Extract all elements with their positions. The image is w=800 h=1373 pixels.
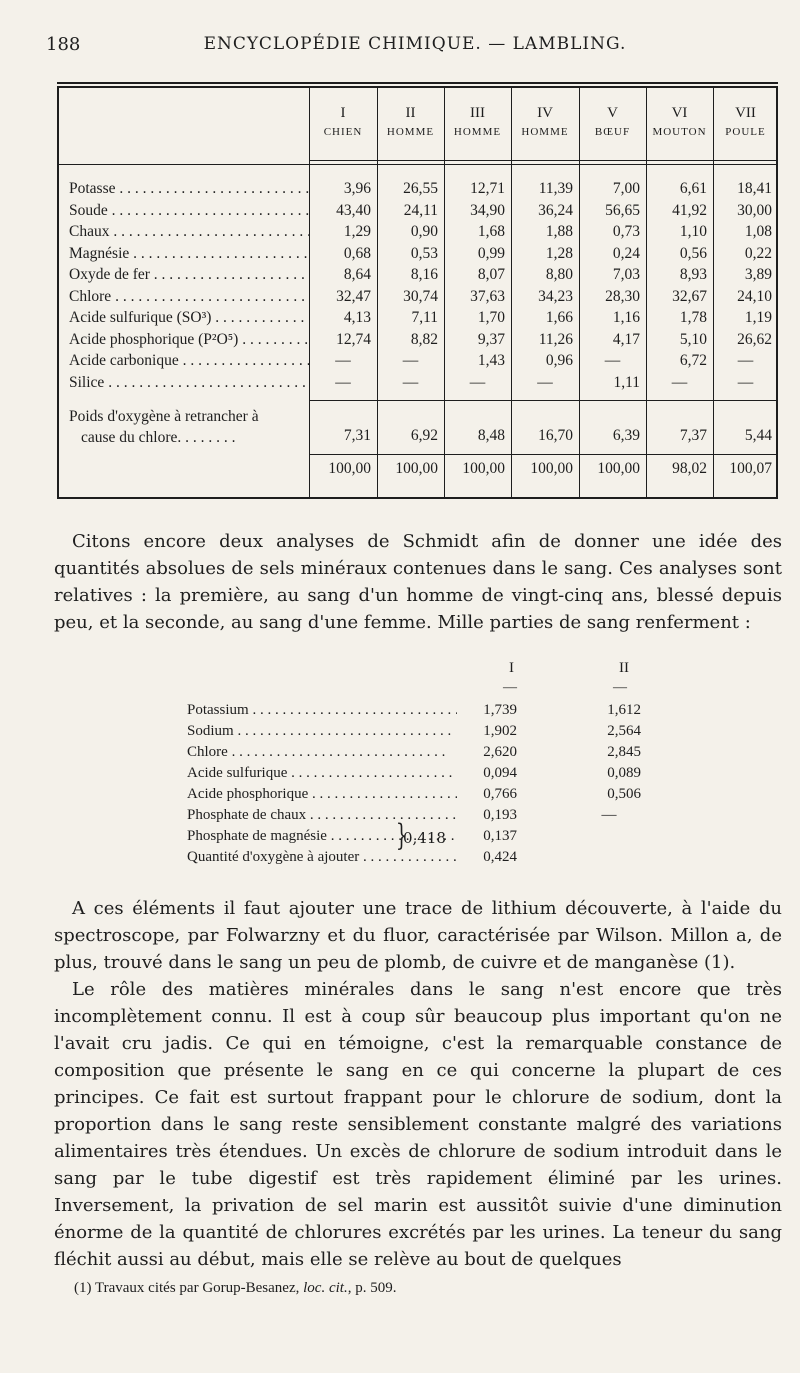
- table-cell: 12,71: [470, 180, 505, 197]
- table-cell: 56,65: [605, 201, 640, 219]
- table-cell: 1,08: [744, 223, 772, 240]
- table-cell: 5,44: [744, 427, 772, 444]
- table-cell: 4,17: [612, 330, 640, 348]
- column-number: III: [470, 105, 485, 121]
- table-row: [59, 309, 780, 331]
- table-cell: —: [469, 373, 486, 391]
- row-label: Magnésie . . .: [69, 245, 309, 263]
- column-number: V: [607, 105, 618, 121]
- running-title: ENCYCLOPÉDIE CHIMIQUE. — LAMBLING.: [203, 34, 627, 54]
- column-number: IV: [537, 105, 553, 121]
- column-header: II: [619, 660, 629, 676]
- row-label: Acide sulfurique (SO³) . . .: [69, 309, 309, 327]
- column-header: I: [509, 660, 514, 676]
- table-row: [187, 807, 667, 828]
- column-name: CHIEN: [323, 126, 363, 138]
- column-name: HOMME: [453, 126, 502, 138]
- table-cell: 1,11: [613, 373, 640, 391]
- table-cell: 30,74: [403, 287, 438, 305]
- paragraph-text: Citons encore deux analyses de Schmidt afin de donner une idée des quantités absolues de sels minéraux contenues dans le sang. Ces analyses sont relatives : la première, au sang d'un homme de vingt-cinq ans, blessé depuis peu, et la seconde, au sang d'une femme. Mille parties de sang renferment :: [54, 531, 782, 633]
- row-label: Potassium . . .: [187, 702, 457, 719]
- table-cell: 34,90: [470, 201, 505, 219]
- table-row: [59, 352, 780, 374]
- table-cell: 1,66: [545, 309, 573, 326]
- table-cell: 24,11: [403, 201, 438, 219]
- row-label: Oxyde de fer . . .: [69, 266, 309, 284]
- table-cell: 6,61: [679, 180, 707, 197]
- header-rule: [309, 160, 776, 161]
- table-cell: 8,48: [477, 427, 505, 444]
- table-cell: 9,37: [477, 330, 505, 348]
- table-cell: 18,41: [737, 180, 772, 197]
- table-cell: —: [737, 352, 754, 369]
- column-header: [511, 88, 579, 140]
- table-row: [59, 180, 780, 202]
- table-row: [59, 245, 780, 267]
- table-cell: 5,10: [679, 330, 707, 348]
- table-cell: 1,10: [679, 223, 707, 240]
- total-cell: 100,00: [462, 460, 505, 477]
- table-row: [187, 849, 667, 870]
- table-cell: 11,39: [538, 180, 573, 197]
- paragraph-role-minerals: [54, 976, 782, 1273]
- section-rule: [309, 400, 776, 401]
- table-row: [187, 723, 667, 744]
- table-cell: 26,55: [403, 180, 438, 197]
- table-cell: 0,68: [343, 244, 371, 262]
- value-col-1: 1,739: [483, 702, 517, 718]
- table-cell: 12,74: [336, 330, 371, 348]
- table-cell: 11,26: [538, 330, 573, 348]
- table-cell: 32,67: [672, 287, 707, 305]
- total-cell: 100,00: [530, 460, 573, 477]
- table-cell: 8,64: [343, 266, 371, 283]
- table-cell: 1,43: [477, 352, 505, 369]
- table-cell: 7,03: [612, 266, 640, 283]
- footnote-text: Travaux cités par Gorup-Besanez,: [94, 1280, 300, 1296]
- column-name: MOUTON: [652, 126, 707, 138]
- brace-symbol: }: [395, 818, 408, 853]
- poids-row: [59, 427, 780, 449]
- column-header: [579, 88, 646, 140]
- total-cell: 100,00: [597, 460, 640, 477]
- table-cell: 37,63: [470, 287, 505, 305]
- value-col-2: 1,612: [607, 702, 641, 718]
- table-cell: 0,96: [545, 352, 573, 369]
- total-cell: 100,00: [395, 460, 438, 477]
- table-cell: 0,24: [612, 244, 640, 262]
- table-cell: 30,00: [737, 201, 772, 219]
- table-cell: 24,10: [737, 287, 772, 305]
- totals-row: [59, 460, 780, 482]
- table-cell: 0,90: [410, 223, 438, 240]
- table-cell: 1,28: [545, 244, 573, 262]
- value-col-2: —: [601, 807, 617, 823]
- row-label: Silice . . .: [69, 374, 309, 392]
- column-number: II: [405, 105, 416, 121]
- column-header: [713, 88, 778, 140]
- header-dash: —: [503, 680, 517, 695]
- column-name: HOMME: [521, 126, 569, 138]
- column-header: [377, 88, 444, 140]
- column-name: POULE: [725, 126, 766, 138]
- table-cell: 8,16: [410, 266, 438, 283]
- table-cell: 0,22: [744, 244, 772, 262]
- table-cell: 0,53: [410, 244, 438, 262]
- table-row: [59, 223, 780, 245]
- table-cell: —: [402, 352, 419, 369]
- value-col-1: 2,620: [483, 744, 517, 760]
- table-row: [187, 786, 667, 807]
- table-cell: 26,62: [737, 330, 772, 348]
- table-cell: 34,23: [538, 287, 573, 305]
- table-cell: 6,39: [612, 427, 640, 444]
- table-cell: 0,99: [477, 244, 505, 262]
- table-row: [59, 266, 780, 288]
- table-cell: 43,40: [336, 201, 371, 219]
- paragraph-schmidt-intro: [54, 528, 782, 636]
- table-cell: 1,70: [477, 309, 505, 326]
- table-cell: —: [671, 373, 688, 391]
- total-cell: 100,00: [328, 460, 371, 477]
- value-col-1: 0,094: [483, 765, 517, 781]
- table-row: [59, 374, 780, 396]
- table-cell: 32,47: [336, 287, 371, 305]
- row-label: Potasse . . .: [69, 180, 309, 198]
- table-cell: —: [335, 373, 351, 391]
- column-header: [309, 88, 377, 140]
- table-top-rule: [57, 82, 778, 84]
- mineral-analysis-table: [57, 86, 778, 499]
- table-cell: 28,30: [605, 287, 640, 305]
- table-cell: 1,19: [744, 309, 772, 326]
- row-label: Phosphate de chaux . . .: [187, 807, 457, 824]
- row-label: Acide sulfurique . . .: [187, 765, 457, 782]
- column-header: [444, 88, 511, 140]
- table-cell: 1,68: [477, 223, 505, 240]
- table-cell: 41,92: [672, 201, 707, 219]
- row-label: Chlore . . .: [69, 288, 309, 306]
- table-cell: 4,13: [343, 309, 371, 326]
- table-cell: —: [335, 352, 351, 369]
- column-name: BŒUF: [594, 126, 631, 138]
- table-cell: 1,88: [545, 223, 573, 240]
- table-cell: 7,31: [343, 427, 371, 444]
- table-cell: 8,80: [545, 266, 573, 283]
- table-cell: —: [402, 373, 419, 391]
- table-row: [59, 331, 780, 353]
- table-cell: —: [737, 373, 754, 391]
- row-label: Acide phosphorique . . .: [187, 786, 457, 803]
- table-cell: 8,07: [477, 266, 505, 283]
- row-label: Acide carbonique . . .: [69, 352, 309, 370]
- table-cell: 8,82: [410, 330, 438, 348]
- table-row: [187, 765, 667, 786]
- paragraph-trace-elements: [54, 895, 782, 976]
- value-col-2: 2,564: [607, 723, 641, 739]
- table-cell: 7,11: [411, 309, 438, 326]
- column-header: [646, 88, 713, 140]
- column-number: I: [340, 105, 346, 121]
- row-label: Quantité d'oxygène à ajouter . . .: [187, 849, 457, 866]
- table-cell: 36,24: [538, 201, 573, 219]
- value-col-1: 1,902: [483, 723, 517, 739]
- footnote-page: , p. 509.: [347, 1280, 397, 1296]
- table-cell: 3,96: [343, 180, 371, 197]
- table-cell: 6,92: [410, 427, 438, 444]
- table-cell: 3,89: [744, 266, 772, 283]
- table-cell: 7,00: [612, 180, 640, 197]
- table-cell: 1,29: [343, 223, 371, 240]
- footnote: [74, 1280, 396, 1297]
- column-number: VII: [735, 105, 756, 121]
- table-row: [59, 202, 780, 224]
- poids-label-line1: Poids d'oxygène à retrancher à: [69, 408, 259, 425]
- row-label: Phosphate de magnésie . . .: [187, 828, 457, 845]
- row-label: Sodium . . .: [187, 723, 457, 740]
- header-rule: [59, 164, 776, 165]
- table-row: [187, 744, 667, 765]
- row-label: Chaux . . .: [69, 223, 309, 241]
- row-label: Soude . . .: [69, 202, 309, 220]
- table-cell: —: [537, 373, 553, 391]
- table-cell: 1,16: [612, 309, 640, 326]
- value-col-2: 0,506: [607, 786, 641, 802]
- table-cell: 0,56: [679, 244, 707, 262]
- column-name: HOMME: [386, 126, 435, 138]
- value-col-1: 0,137: [483, 828, 517, 844]
- value-col-2: 2,845: [607, 744, 641, 760]
- brace-value: 0,418: [403, 829, 446, 847]
- table-cell: 16,70: [538, 427, 573, 444]
- value-col-1: 0,193: [483, 807, 517, 823]
- table-cell: 0,73: [612, 223, 640, 240]
- table-row: [187, 702, 667, 723]
- total-cell: 98,02: [672, 460, 707, 477]
- paragraph-text: A ces éléments il faut ajouter une trace de lithium découverte, à l'aide du spectroscope, par Folwarzny et du fluor, caractérisée par Wilson. Millon a, de plus, trouvé dans le sang un peu de plomb, de cuivre et de manganèse (1).: [54, 898, 782, 973]
- table-cell: 1,78: [679, 309, 707, 326]
- table-cell: —: [604, 352, 621, 369]
- poids-label-line2: cause du chlore. . . . . . . .: [81, 429, 236, 446]
- table-cell: 7,37: [679, 427, 707, 444]
- footnote-marker: (1): [74, 1280, 92, 1296]
- row-label: Chlore . . .: [187, 744, 457, 761]
- totals-rule: [309, 454, 776, 455]
- page-number: 188: [46, 34, 81, 55]
- header-dash: —: [613, 680, 627, 695]
- total-cell: 100,07: [729, 460, 772, 477]
- value-col-2: 0,089: [607, 765, 641, 781]
- table-cell: 8,93: [679, 266, 707, 283]
- paragraph-text: Le rôle des matières minérales dans le sang n'est encore que très incomplètement connu. Il est à coup sûr beaucoup plus important qu'on ne l'avait cru jadis. Ce qui en témoigne, c'est la remarquable constance de composition que présente le sang en ce qui concerne la plupart de ces principes. Ce fait est surtout frappant pour le chlorure de sodium, dont la proportion dans le sang reste sensiblement constante malgré des variations alimentaires très étendues. Un excès de chlorure de sodium introduit dans le sang par le tube digestif est très rapidement éliminé par les urines. Inversement, la privation de sel marin est aussitôt suivie d'une diminution énorme de la quantité de chlorures excrétés par les urines. La teneur du sang fléchit aussi au début, mais elle se relève au bout de quelques: [54, 979, 782, 1270]
- value-col-1: 0,424: [483, 849, 517, 865]
- row-label: Acide phosphorique (P²O⁵) . . .: [69, 331, 309, 349]
- column-number: VI: [671, 105, 688, 121]
- table-row: [59, 288, 780, 310]
- page-header: [0, 34, 800, 58]
- table-cell: 6,72: [679, 352, 707, 369]
- value-col-1: 0,766: [483, 786, 517, 802]
- footnote-italic: loc. cit.: [303, 1280, 348, 1296]
